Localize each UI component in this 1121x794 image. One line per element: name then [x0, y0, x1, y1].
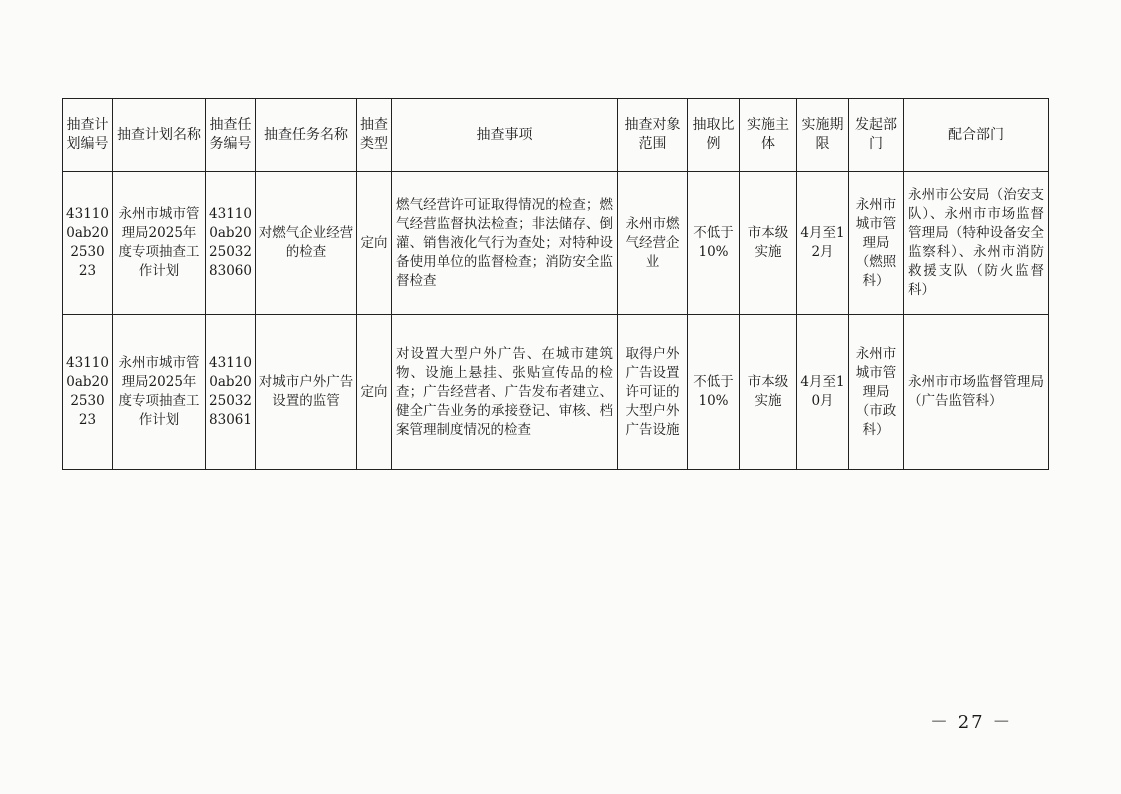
header-implementing-body: 实施主体 [740, 99, 797, 172]
cell-inspection-type: 定向 [357, 315, 392, 470]
header-task-name: 抽查任务名称 [256, 99, 357, 172]
cell-initiating-dept: 永州市城市管理局（市政科） [849, 315, 904, 470]
header-sampling-ratio: 抽取比例 [688, 99, 740, 172]
page-number: － 27 － [930, 712, 1013, 733]
cell-cooperating-depts: 永州市公安局（治安支队）、永州市市场监督管理局（特种设备安全监察科）、永州市消防救援支队（防火监督科） [904, 172, 1049, 315]
cell-time-limit: 4月至12月 [797, 172, 849, 315]
cell-task-number: 431100ab202503283060 [206, 172, 256, 315]
cell-inspection-type: 定向 [357, 172, 392, 315]
cell-target-scope: 取得户外广告设置许可证的大型户外广告设施 [618, 315, 688, 470]
cell-task-name: 对燃气企业经营的检查 [256, 172, 357, 315]
cell-task-number: 431100ab202503283061 [206, 315, 256, 470]
cell-plan-name: 永州市城市管理局2025年度专项抽查工作计划 [113, 172, 206, 315]
header-plan-name: 抽查计划名称 [113, 99, 206, 172]
cell-time-limit: 4月至10月 [797, 315, 849, 470]
cell-implementing-body: 市本级实施 [740, 315, 797, 470]
table-row [63, 315, 1049, 470]
cell-plan-name: 永州市城市管理局2025年度专项抽查工作计划 [113, 315, 206, 470]
header-time-limit: 实施期限 [797, 99, 849, 172]
cell-task-name: 对城市户外广告设置的监管 [256, 315, 357, 470]
inspection-plan-table [62, 98, 1049, 470]
cell-initiating-dept: 永州市城市管理局（燃照科） [849, 172, 904, 315]
header-inspection-type: 抽查类型 [357, 99, 392, 172]
cell-inspection-items: 燃气经营许可证取得情况的检查；燃气经营监督执法检查；非法储存、倒灌、销售液化气行为查处；对特种设备使用单位的监督检查；消防安全监督检查 [392, 172, 618, 315]
cell-target-scope: 永州市燃气经营企业 [618, 172, 688, 315]
header-initiating-dept: 发起部门 [849, 99, 904, 172]
header-inspection-items: 抽查事项 [392, 99, 618, 172]
cell-plan-number: 431100ab202530 23 [63, 315, 113, 470]
cell-sampling-ratio: 不低于10% [688, 172, 740, 315]
table-row [63, 172, 1049, 315]
header-plan-number: 抽查计划编号 [63, 99, 113, 172]
cell-sampling-ratio: 不低于10% [688, 315, 740, 470]
header-target-scope: 抽查对象范围 [618, 99, 688, 172]
table-header-row [63, 99, 1049, 172]
cell-plan-number: 431100ab202530 23 [63, 172, 113, 315]
cell-implementing-body: 市本级实施 [740, 172, 797, 315]
cell-inspection-items: 对设置大型户外广告、在城市建筑物、设施上悬挂、张贴宣传品的检查；广告经营者、广告发布者建立、健全广告业务的承接登记、审核、档案管理制度情况的检查 [392, 315, 618, 470]
cell-cooperating-depts: 永州市市场监督管理局（广告监管科） [904, 315, 1049, 470]
header-task-number: 抽查任务编号 [206, 99, 256, 172]
header-cooperating-depts: 配合部门 [904, 99, 1049, 172]
